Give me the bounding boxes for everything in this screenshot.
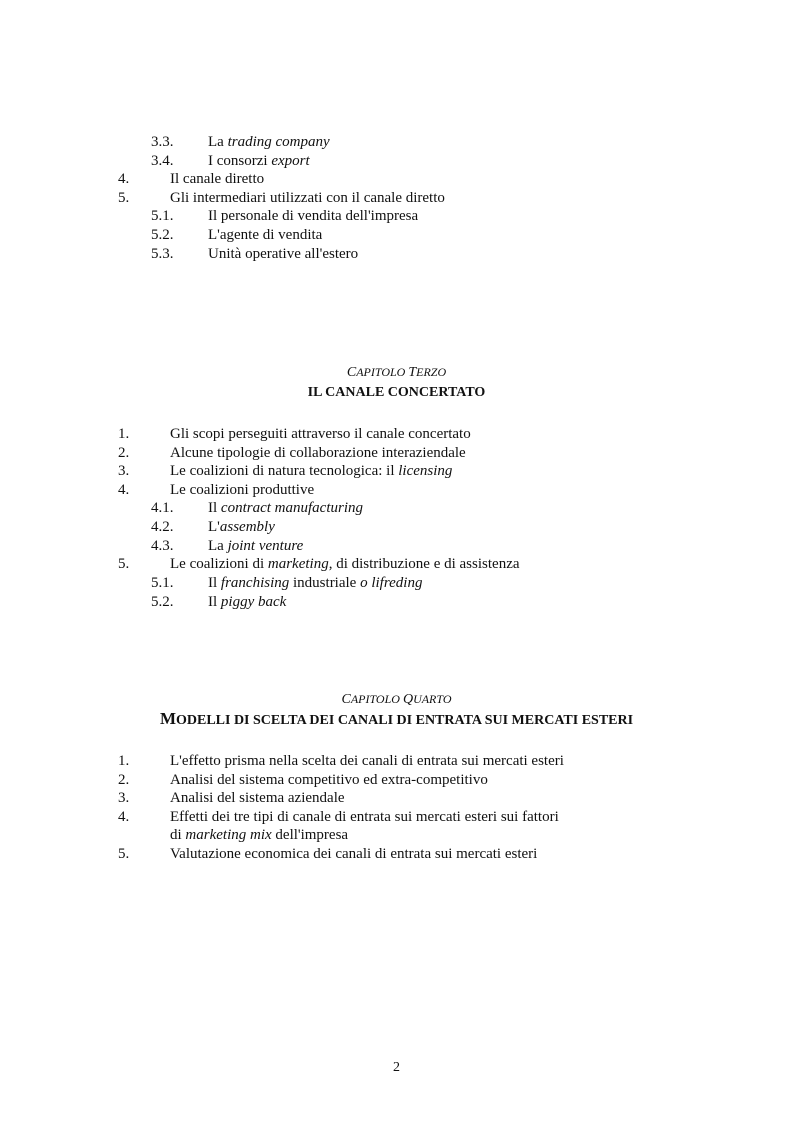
chapter-title: IL CANALE CONCERTATO [307,385,486,400]
chapter-title: MODELLI DI SCELTA DEI CANALI DI ENTRATA SUI MERCATI ESTERI [159,709,634,728]
page-number: 2 [393,1060,400,1075]
document-page: 3.3. La trading company 3.4. I consorzi export 4. Il canale diretto 5. Gli intermediari utilizzati con il canale diretto 5.1. Il personale di vendita dell'impresa 5.2. L'agente di vendita 5.3. Unità operative all'estero CAPITOLO TERZO IL CANALE CONCERTATO 1. Gli scopi perseguiti attraverso il canale concertato 2. Alcune tipologie di collaborazione interaziendale 3. Le coalizioni di natura tecnologica: il licensing 4. Le coalizioni produttive 4.1. Il contract manufacturing 4.2. L'assembly 4.3. La joint venture 5. Le coalizioni di marketing, di distribuzione e di assistenza 5.1. Il franchising industriale o lifreding 5.2. Il piggy back CAPITOLO QUARTO MODELLI DI SCELTA DEI CANALI DI ENTRATA SUI MERCATI ESTERI 1. L'effetto prisma nella scelta dei canali di entrata sui mercati esteri 2. Analisi del sistema competitivo ed extra-competitivo 3. Analisi del sistema aziendale 4. Effetti dei tre tipi di canale di entrata sui mercati esteri sui fattori di marketing mix dell'impresa 5. Valutazione economica dei canali di entrata sui mercati esteri 2 [0,0,793,1123]
chapter-label: CAPITOLO QUARTO [341,692,452,707]
chapter-label: CAPITOLO TERZO [346,365,447,380]
